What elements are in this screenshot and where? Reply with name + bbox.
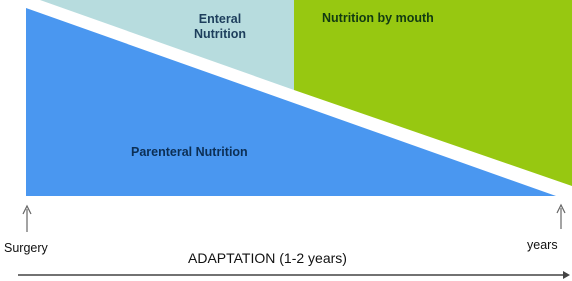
- enteral-label-line2: Nutrition: [193, 27, 247, 41]
- years-arrow: [557, 205, 565, 229]
- surgery-arrow: [23, 206, 31, 232]
- years-label: years: [527, 238, 558, 252]
- adaptation-label: ADAPTATION (1-2 years): [188, 250, 347, 266]
- enteral-nutrition-label: [175, 12, 265, 42]
- surgery-label: Surgery: [4, 241, 48, 255]
- adaptation-timeline-arrow: [18, 271, 570, 279]
- nutrition-by-mouth-label: Nutrition by mouth: [322, 11, 434, 25]
- enteral-label-line1: Enteral: [198, 12, 242, 26]
- parenteral-nutrition-label: Parenteral Nutrition: [131, 145, 248, 159]
